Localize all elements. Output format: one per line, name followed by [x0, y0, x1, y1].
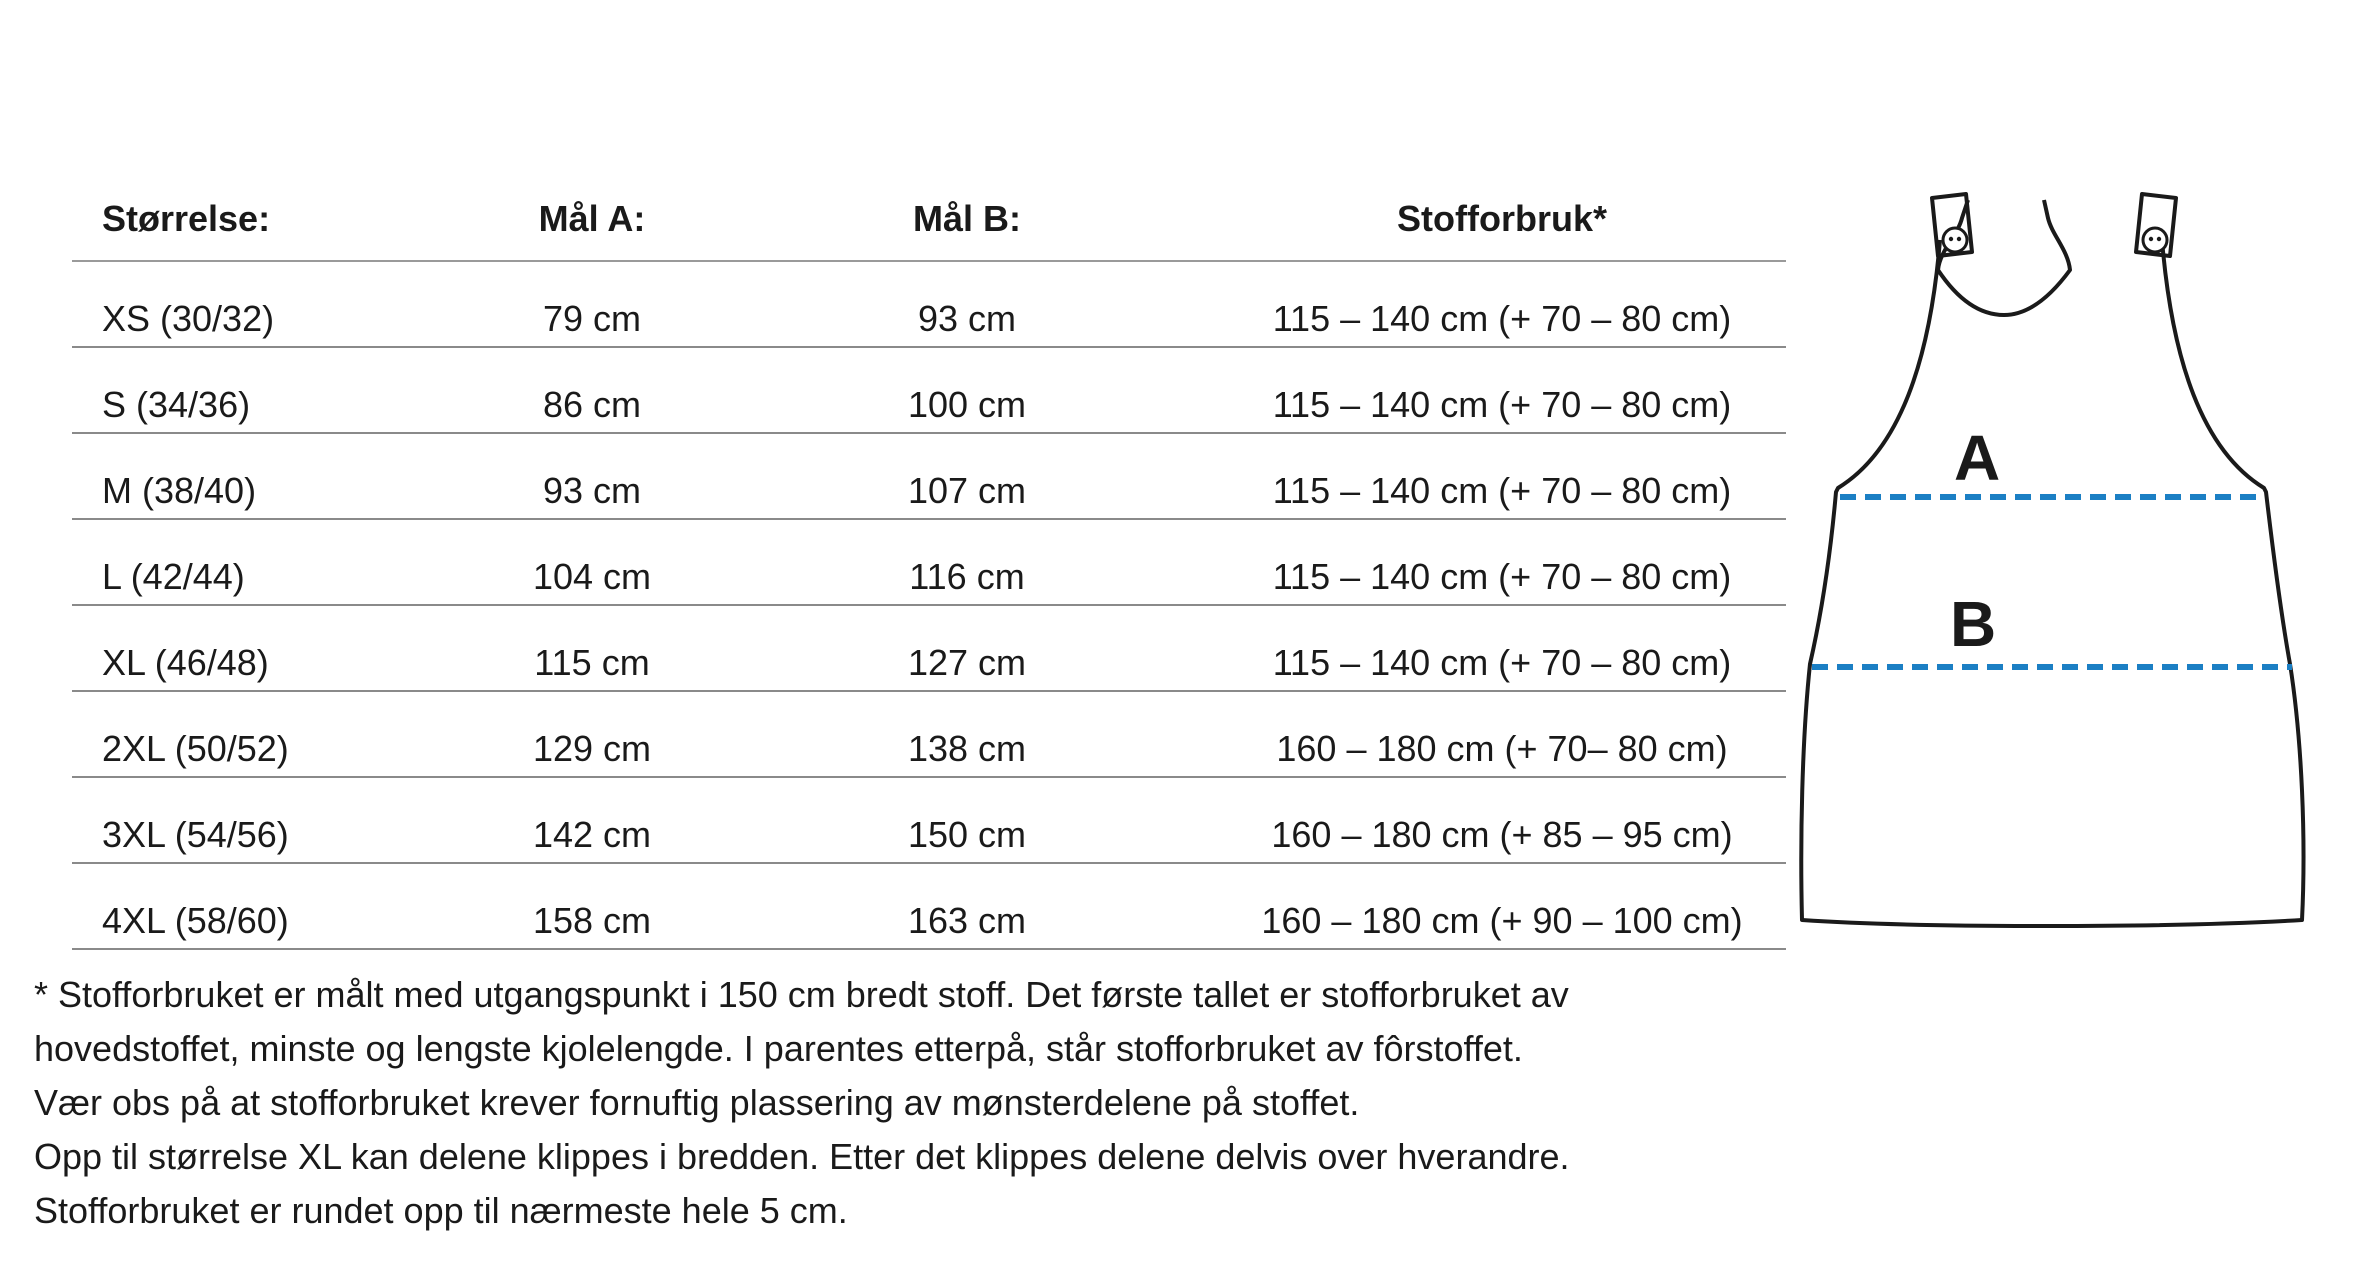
header-size: Størrelse: [102, 198, 271, 239]
row-measure-b: 116 cm [909, 556, 1025, 597]
row-fabric: 115 – 140 cm (+ 70 – 80 cm) [1272, 556, 1732, 597]
row-measure-a: 142 cm [532, 814, 652, 855]
row-fabric: 115 – 140 cm (+ 70 – 80 cm) [1272, 384, 1732, 425]
left-button-hole [1949, 237, 1953, 241]
measure-label-b: B [1950, 588, 1997, 660]
table-row [72, 520, 1786, 606]
dress-outline [1801, 194, 2303, 926]
row-fabric: 160 – 180 cm (+ 70– 80 cm) [1276, 728, 1728, 769]
note-line: hovedstoffet, minste og lengste kjolelengde. I parentes etterpå, står stofforbruket av fôrstoffet. [34, 1028, 1523, 1069]
row-size: XS (30/32) [102, 298, 275, 339]
row-measure-b: 163 cm [907, 900, 1027, 941]
dress-body-outline [1801, 200, 2303, 926]
row-measure-b: 150 cm [907, 814, 1027, 855]
table-row [72, 606, 1786, 692]
table-row [72, 348, 1786, 434]
left-button-hole [1957, 237, 1961, 241]
row-size: M (38/40) [102, 470, 257, 511]
table-row [72, 262, 1786, 348]
row-size: S (34/36) [102, 384, 251, 425]
row-measure-b: 93 cm [917, 298, 1017, 339]
row-measure-a: 115 cm [534, 642, 650, 683]
table-row [72, 692, 1786, 778]
row-fabric: 160 – 180 cm (+ 85 – 95 cm) [1271, 814, 1733, 855]
table-row [72, 434, 1786, 520]
row-measure-a: 86 cm [542, 384, 642, 425]
note-line: * Stofforbruket er målt med utgangspunkt i 150 cm bredt stoff. Det første tallet er stofforbruket av [34, 974, 1569, 1015]
row-measure-b: 107 cm [907, 470, 1027, 511]
row-fabric: 115 – 140 cm (+ 70 – 80 cm) [1272, 642, 1732, 683]
row-measure-a: 129 cm [532, 728, 652, 769]
left-button-icon [1943, 228, 1967, 252]
fabric-notes [34, 968, 1794, 1238]
row-fabric: 160 – 180 cm (+ 90 – 100 cm) [1261, 900, 1743, 941]
header-fabric: Stofforbruk* [1397, 198, 1607, 239]
right-button-hole [2157, 237, 2161, 241]
row-measure-a: 158 cm [532, 900, 652, 941]
header-measure-b: Mål B: [913, 198, 1021, 239]
measure-label-a: A [1954, 422, 2001, 494]
right-button-icon [2143, 228, 2167, 252]
note-line: Vær obs på at stofforbruket krever fornuftig plassering av mønsterdelene på stoffet. [34, 1082, 1360, 1123]
row-measure-b: 100 cm [907, 384, 1027, 425]
row-measure-b: 138 cm [907, 728, 1027, 769]
row-measure-b: 127 cm [907, 642, 1027, 683]
table-row [72, 778, 1786, 864]
header-measure-a: Mål A: [538, 198, 646, 239]
row-fabric: 115 – 140 cm (+ 70 – 80 cm) [1272, 470, 1732, 511]
row-size: 3XL (54/56) [102, 814, 289, 855]
note-line: Stofforbruket er rundet opp til nærmeste hele 5 cm. [34, 1190, 848, 1231]
row-measure-a: 79 cm [542, 298, 642, 339]
table-header-row [72, 178, 1786, 262]
row-size: XL (46/48) [102, 642, 269, 683]
right-button-hole [2149, 237, 2153, 241]
note-line: Opp til størrelse XL kan delene klippes i bredden. Etter det klippes delene delvis over hverandre. [34, 1136, 1570, 1177]
row-measure-a: 93 cm [542, 470, 642, 511]
row-measure-a: 104 cm [532, 556, 652, 597]
table-row [72, 864, 1786, 950]
row-size: 2XL (50/52) [102, 728, 289, 769]
row-size: L (42/44) [102, 556, 245, 597]
size-table [72, 178, 1786, 950]
pinafore-dress-diagram [1790, 180, 2330, 960]
row-size: 4XL (58/60) [102, 900, 289, 941]
row-fabric: 115 – 140 cm (+ 70 – 80 cm) [1272, 298, 1732, 339]
